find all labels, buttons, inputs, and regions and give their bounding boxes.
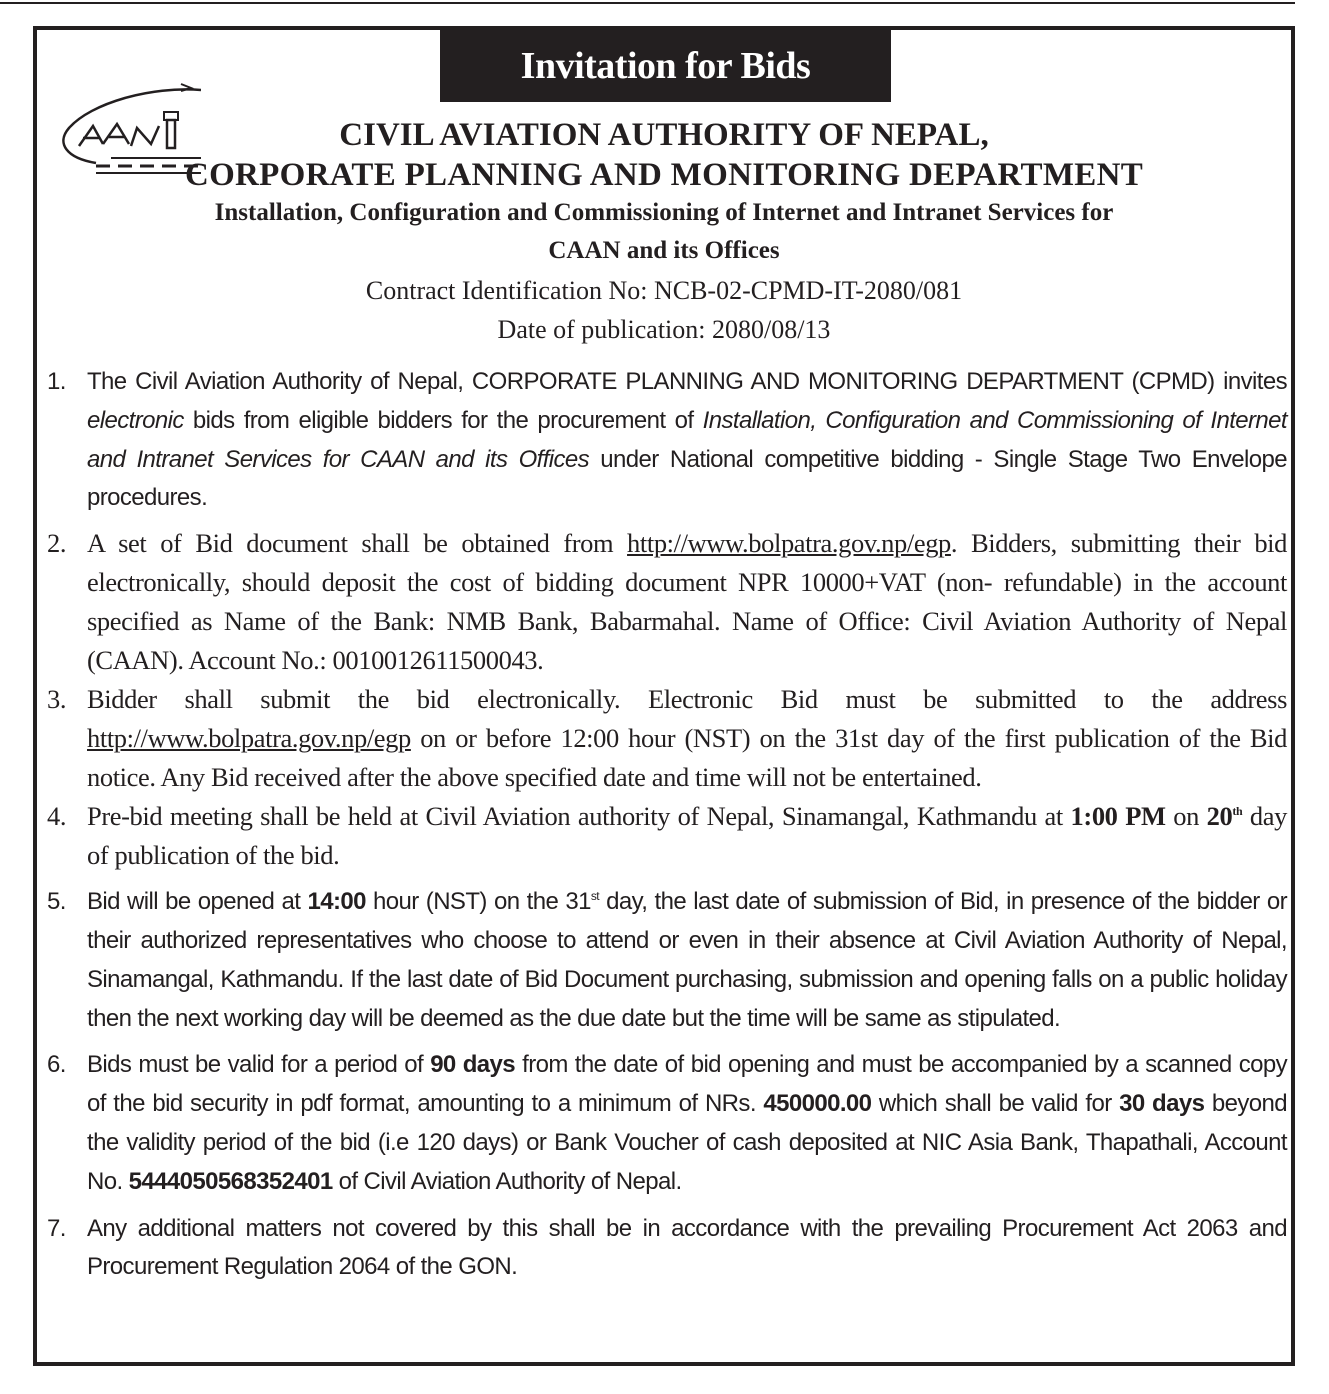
list-item-5 [47, 883, 1287, 1038]
item-number: 2. [47, 528, 67, 559]
item-text: day of publication of the bid. [87, 801, 1287, 871]
item-text: beyond the validity period of the bid (i.e 120 days) or Bank Voucher of cash deposited at NIC Asia Bank, Thapathali, Account No. [87, 1090, 1287, 1195]
project-name-italic: Installation, Configuration and Commissioning of Internet and Intranet Services for CAAN and its Offices [87, 406, 1287, 473]
item-text: which shall be valid for [871, 1090, 1120, 1118]
top-rule [0, 2, 1295, 4]
item-number: 4. [47, 801, 67, 832]
item-text: Bid will be opened at [87, 888, 308, 916]
item-number: 5. [47, 888, 66, 916]
item-text: of Civil Aviation Authority of Nepal. [332, 1167, 682, 1195]
item-text: day, the last date of submission of Bid, in presence of the bidder or their authorized representatives who choose to attend or even in their absence at Civil Aviation Authority of Nepal, Sinamangal, Kathmandu. If the last date of Bid Document purchasing, submission and opening falls on a public holiday then the next working day will be deemed as the due date but the time will be same as stipulated. [87, 888, 1288, 1032]
meeting-day: 20 [1206, 801, 1233, 832]
item-number: 3. [47, 684, 67, 715]
list-item-4 [47, 797, 1287, 875]
item-text: . Bidders, submitting their bid electronically, should deposit the cost of bidding document NPR 10000+VAT (non- refundable) in the account specified as Name of the Bank: NMB Bank, Babarmahal. Name of Office: Civil Aviation Authority of Nepal (CAAN). Account No.: 0010012611500043. [87, 528, 1287, 676]
security-validity-days: 30 days [1119, 1090, 1205, 1118]
list-item-7 [47, 1210, 1287, 1288]
item-text: from the date of bid opening and must be accompanied by a scanned copy of the bid security in pdf format, amounting to a minimum of NRs. [87, 1051, 1287, 1118]
item-text: Any additional matters not covered by this shall be in accordance with the prevailing Procurement Act 2063 and Procurement Regulation 2064 of the GON. [87, 1214, 1287, 1281]
project-title-line1: Installation, Configuration and Commissioning of Internet and Intranet Services for [214, 199, 1114, 226]
department-name: CORPORATE PLANNING AND MONITORING DEPARTMENT [184, 157, 1144, 193]
list-item-1 [47, 363, 1287, 518]
item-text: A set of Bid document shall be obtained from [87, 528, 628, 559]
meeting-time: 1:00 PM [1070, 801, 1166, 832]
item-number: 7. [47, 1214, 66, 1242]
contract-id: Contract Identification No: NCB-02-CPMD-IT-2080/081 [365, 276, 963, 305]
item-text: on or before 12:00 hour (NST) on the 31st day of the first publication of the Bid notice. Any Bid received after the above specified date and time will not be entertained. [87, 723, 1287, 793]
list-item-2 [47, 524, 1287, 680]
item-text: under National competitive bidding - Single Stage Two Envelope procedures. [87, 445, 1287, 512]
list-item-3 [47, 680, 1287, 797]
ordinal-suffix: th [1232, 804, 1243, 819]
list-item-6 [47, 1046, 1287, 1201]
banner-title: Invitation for Bids [440, 30, 891, 102]
account-number: 5444050568352401 [128, 1167, 333, 1195]
ordinal-suffix: st [590, 889, 599, 904]
notice-items [47, 363, 1287, 1287]
publication-date: Date of publication: 2080/08/13 [497, 315, 831, 344]
project-title-line2: CAAN and its Offices [548, 237, 780, 264]
item-text: Bidder shall submit the bid electronically. Electronic Bid must be submitted to the address [87, 684, 1287, 715]
item-number: 1. [47, 368, 66, 395]
item-number: 6. [47, 1051, 66, 1079]
notice-frame [33, 26, 1295, 1366]
bolpatra-link[interactable]: http://www.bolpatra.gov.np/egp [87, 723, 411, 754]
item-text-italic: electronic [87, 406, 184, 434]
org-name: CIVIL AVIATION AUTHORITY OF NEPAL, [339, 117, 989, 153]
bid-security-amount: 450000.00 [763, 1090, 872, 1118]
item-text: on [1165, 801, 1207, 832]
bolpatra-link[interactable]: http://www.bolpatra.gov.np/egp [627, 528, 951, 559]
validity-days: 90 days [430, 1051, 516, 1079]
item-text: Bids must be valid for a period of [87, 1051, 431, 1079]
item-text: bids from eligible bidders for the procurement of [183, 406, 703, 434]
opening-time: 14:00 [307, 888, 366, 916]
item-text: The Civil Aviation Authority of Nepal, CORPORATE PLANNING AND MONITORING DEPARTMENT (CPMD) invites [87, 368, 1287, 395]
item-text: hour (NST) on the 31 [365, 888, 591, 916]
item-text: Pre-bid meeting shall be held at Civil Aviation authority of Nepal, Sinamangal, Kathmandu at [87, 801, 1071, 832]
